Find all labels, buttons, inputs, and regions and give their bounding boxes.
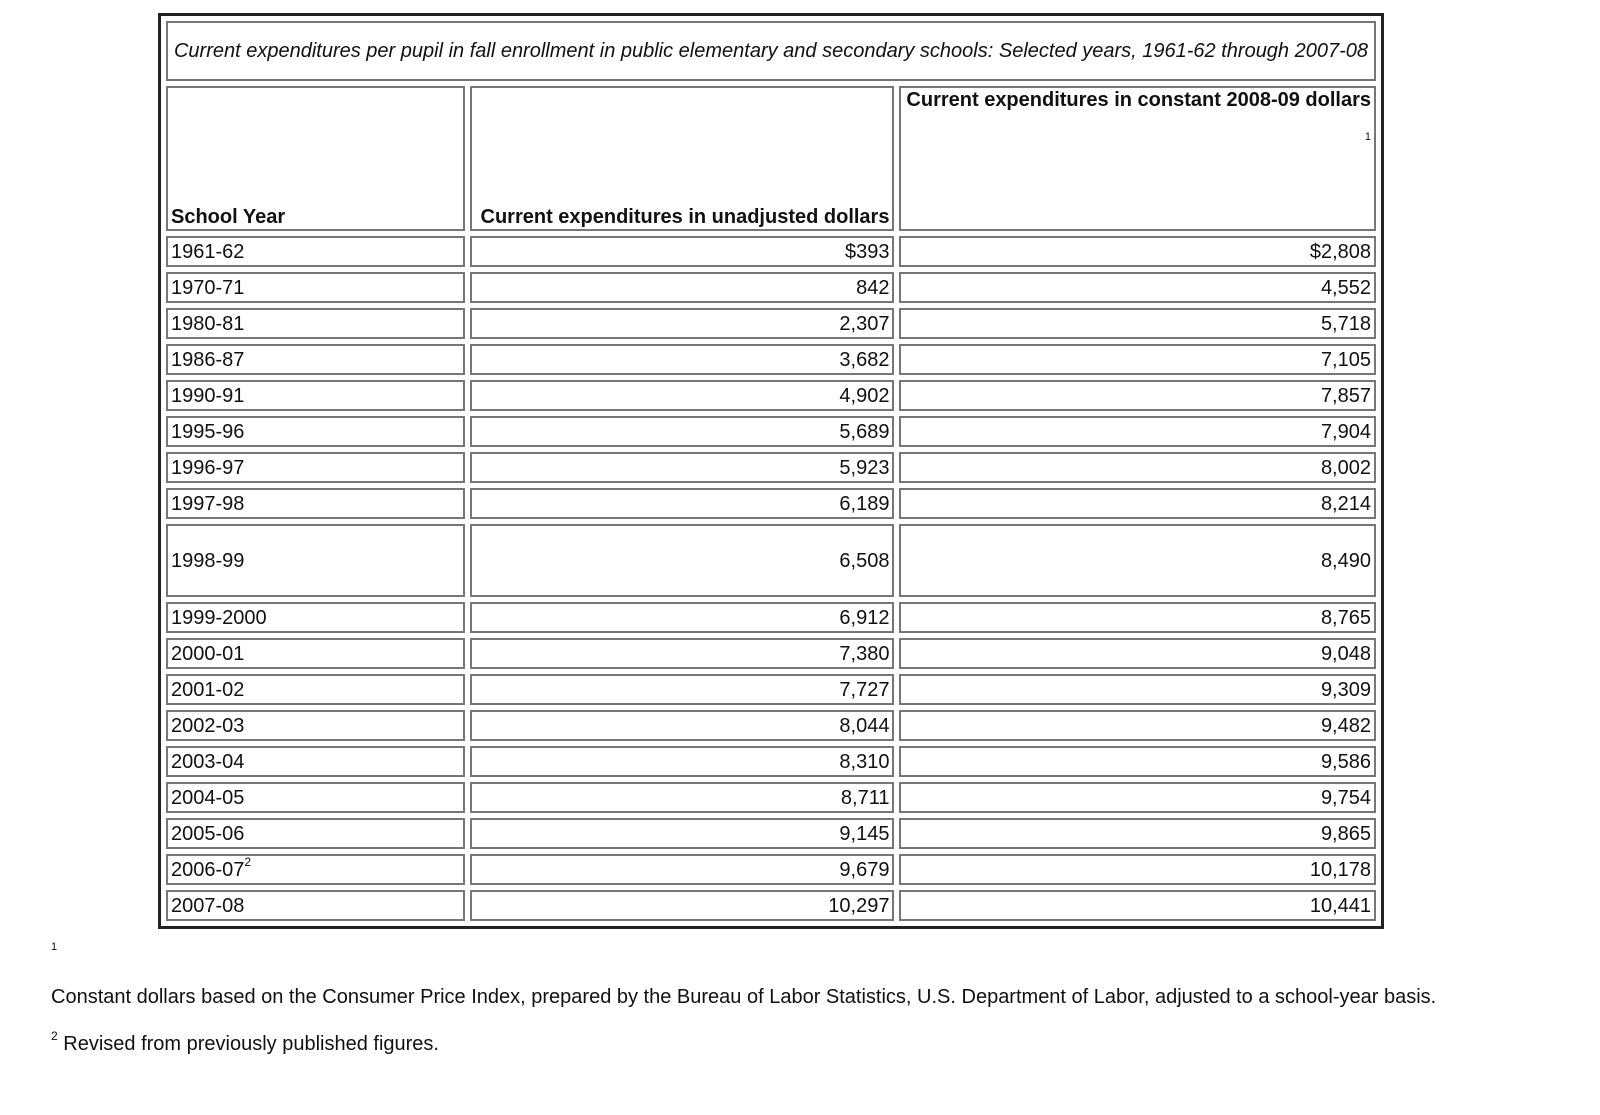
cell-constant: 9,482 (899, 710, 1376, 741)
cell-unadjusted: 9,679 (470, 854, 894, 885)
table-row (166, 854, 1376, 885)
school-year-text: 1980-81 (171, 312, 245, 335)
table-row (166, 236, 1376, 267)
school-year-text: 1998-99 (171, 549, 245, 572)
cell-school-year (166, 344, 465, 375)
school-year-text: 2004-05 (171, 786, 245, 809)
table-row (166, 488, 1376, 519)
cell-constant: 9,048 (899, 638, 1376, 669)
header-constant-label: Current expenditures in constant 2008-09 dollars (906, 89, 1371, 111)
cell-unadjusted: 5,689 (470, 416, 894, 447)
table-row (166, 746, 1376, 777)
footnote-1-mark: 1 (51, 941, 58, 953)
school-year-text: 2001-02 (171, 678, 245, 701)
expenditures-table (161, 16, 1381, 926)
footnotes (51, 935, 1471, 1057)
table-row (166, 416, 1376, 447)
header-constant (899, 86, 1376, 231)
cell-school-year (166, 416, 465, 447)
cell-constant: 7,105 (899, 344, 1376, 375)
cell-school-year (166, 272, 465, 303)
school-year-text: 1997-98 (171, 492, 245, 515)
table-row (166, 308, 1376, 339)
cell-school-year (166, 638, 465, 669)
cell-school-year (166, 710, 465, 741)
footnote-1-text: Constant dollars based on the Consumer Price Index, prepared by the Bureau of Labor Statistics, U.S. Department of Labor, adjusted to a school-year basis. (51, 986, 1437, 1008)
cell-school-year (166, 854, 465, 885)
cell-constant: 7,857 (899, 380, 1376, 411)
cell-unadjusted: $393 (470, 236, 894, 267)
table-row (166, 782, 1376, 813)
header-unadjusted: Current expenditures in unadjusted dollars (470, 86, 894, 231)
table-row (166, 638, 1376, 669)
cell-school-year (166, 602, 465, 633)
school-year-text: 2006-07 (171, 858, 245, 881)
school-year-text: 2007-08 (171, 894, 245, 917)
table-row (166, 524, 1376, 597)
cell-unadjusted: 4,902 (470, 380, 894, 411)
cell-unadjusted: 8,711 (470, 782, 894, 813)
cell-constant: 7,904 (899, 416, 1376, 447)
cell-unadjusted: 8,310 (470, 746, 894, 777)
cell-school-year (166, 308, 465, 339)
cell-constant: 9,309 (899, 674, 1376, 705)
cell-constant: 9,865 (899, 818, 1376, 849)
cell-school-year (166, 890, 465, 921)
table-row (166, 344, 1376, 375)
cell-unadjusted: 7,727 (470, 674, 894, 705)
table-row (166, 380, 1376, 411)
cell-constant: $2,808 (899, 236, 1376, 267)
cell-unadjusted: 10,297 (470, 890, 894, 921)
cell-constant: 8,490 (899, 524, 1376, 597)
header-school-year: School Year (166, 86, 465, 231)
cell-school-year (166, 452, 465, 483)
header-constant-footnote: 1 (1364, 131, 1371, 143)
cell-school-year (166, 488, 465, 519)
table-body (166, 236, 1376, 921)
school-year-text: 1986-87 (171, 348, 245, 371)
cell-constant: 10,178 (899, 854, 1376, 885)
cell-unadjusted: 9,145 (470, 818, 894, 849)
cell-constant: 10,441 (899, 890, 1376, 921)
footnote-2 (51, 1029, 1471, 1057)
cell-constant: 8,765 (899, 602, 1376, 633)
cell-unadjusted: 2,307 (470, 308, 894, 339)
school-year-text: 2002-03 (171, 714, 245, 737)
school-year-text: 1995-96 (171, 420, 245, 443)
cell-school-year (166, 380, 465, 411)
school-year-text: 1990-91 (171, 384, 245, 407)
cell-constant: 5,718 (899, 308, 1376, 339)
cell-school-year (166, 236, 465, 267)
cell-school-year (166, 818, 465, 849)
footnote-ref: 2 (244, 854, 252, 869)
cell-unadjusted: 6,912 (470, 602, 894, 633)
table-row (166, 674, 1376, 705)
school-year-text: 1999-2000 (171, 606, 267, 629)
cell-unadjusted: 7,380 (470, 638, 894, 669)
expenditures-table-container (158, 13, 1384, 929)
cell-unadjusted: 6,189 (470, 488, 894, 519)
cell-constant: 8,002 (899, 452, 1376, 483)
cell-unadjusted: 5,923 (470, 452, 894, 483)
footnote-2-text: Revised from previously published figures. (63, 1033, 439, 1055)
footnote-2-mark: 2 (51, 1029, 58, 1044)
cell-unadjusted: 6,508 (470, 524, 894, 597)
cell-school-year (166, 674, 465, 705)
table-row (166, 602, 1376, 633)
cell-constant: 4,552 (899, 272, 1376, 303)
school-year-text: 2000-01 (171, 642, 245, 665)
cell-school-year (166, 746, 465, 777)
school-year-text: 2005-06 (171, 822, 245, 845)
cell-school-year (166, 782, 465, 813)
cell-school-year (166, 524, 465, 597)
table-row (166, 890, 1376, 921)
cell-unadjusted: 842 (470, 272, 894, 303)
table-row (166, 272, 1376, 303)
cell-unadjusted: 8,044 (470, 710, 894, 741)
school-year-text: 1970-71 (171, 276, 245, 299)
school-year-text: 2003-04 (171, 750, 245, 773)
school-year-text: 1996-97 (171, 456, 245, 479)
table-caption: Current expenditures per pupil in fall enrollment in public elementary and secondary schools: Selected years, 1961-62 through 2007-08 (166, 21, 1376, 81)
cell-constant: 8,214 (899, 488, 1376, 519)
table-row (166, 452, 1376, 483)
table-row (166, 818, 1376, 849)
table-row (166, 710, 1376, 741)
header-row (166, 86, 1376, 231)
cell-unadjusted: 3,682 (470, 344, 894, 375)
cell-constant: 9,754 (899, 782, 1376, 813)
cell-constant: 9,586 (899, 746, 1376, 777)
school-year-text: 1961-62 (171, 240, 245, 263)
